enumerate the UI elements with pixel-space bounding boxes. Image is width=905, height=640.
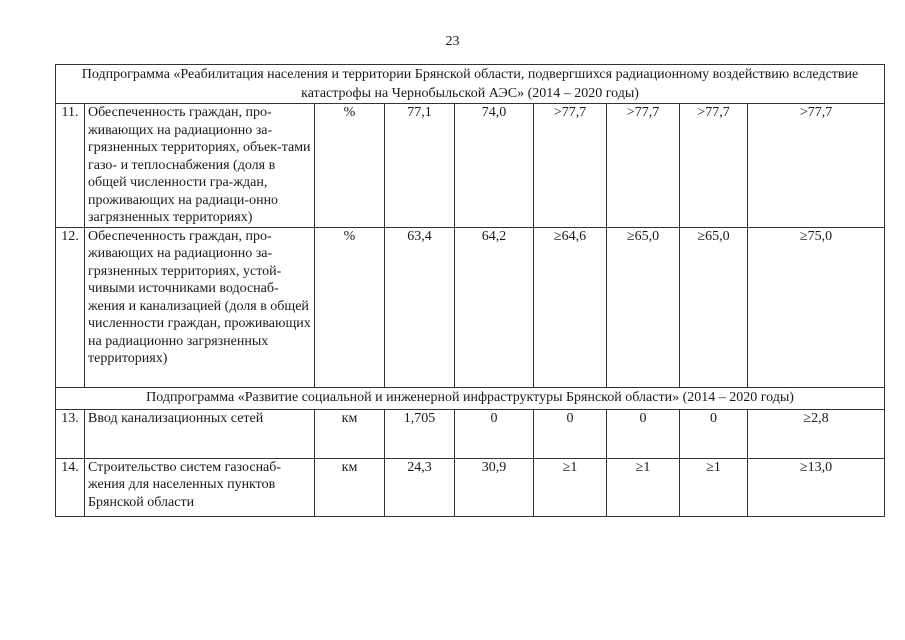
value-cell: 0 (455, 409, 534, 458)
value-cell: ≥1 (607, 458, 680, 516)
row-number: 12. (56, 227, 85, 387)
section-header-row (56, 65, 885, 104)
value-cell: 63,4 (385, 227, 455, 387)
indicators-table (55, 64, 885, 517)
value-cell: 0 (680, 409, 748, 458)
value-cell: ≥64,6 (534, 227, 607, 387)
table-row (56, 458, 885, 516)
value-cell: 77,1 (385, 104, 455, 228)
value-cell: 24,3 (385, 458, 455, 516)
value-cell: 74,0 (455, 104, 534, 228)
section-title-2: Подпрограмма «Развитие социальной и инженерной инфраструктуры Брянской области» (2014 – 2020 годы) (56, 387, 885, 409)
value-cell: >77,7 (680, 104, 748, 228)
table-row (56, 104, 885, 228)
table-row (56, 227, 885, 387)
indicator-name: Обеспеченность граждан, про-живающих на радиационно за-грязненных территориях, устой-чивыми источниками водоснаб-жения и канализацией (доля в общей численности граждан, проживающих на радиационно загрязненных территориях) (85, 227, 315, 387)
value-cell: ≥2,8 (748, 409, 885, 458)
page-number: 23 (445, 34, 460, 49)
value-cell: 0 (534, 409, 607, 458)
indicator-name: Ввод канализационных сетей (85, 409, 315, 458)
value-cell: 1,705 (385, 409, 455, 458)
section-header-row (56, 387, 885, 409)
indicator-name: Строительство систем газоснаб-жения для населенных пунктов Брянской области (85, 458, 315, 516)
unit-cell: % (315, 227, 385, 387)
value-cell: >77,7 (607, 104, 680, 228)
value-cell: ≥1 (534, 458, 607, 516)
table-row (56, 409, 885, 458)
value-cell: >77,7 (534, 104, 607, 228)
unit-cell: км (315, 458, 385, 516)
value-cell: 0 (607, 409, 680, 458)
value-cell: ≥65,0 (607, 227, 680, 387)
row-number: 13. (56, 409, 85, 458)
unit-cell: % (315, 104, 385, 228)
value-cell: ≥65,0 (680, 227, 748, 387)
value-cell: 64,2 (455, 227, 534, 387)
value-cell: >77,7 (748, 104, 885, 228)
value-cell: ≥75,0 (748, 227, 885, 387)
unit-cell: км (315, 409, 385, 458)
row-number: 14. (56, 458, 85, 516)
value-cell: 30,9 (455, 458, 534, 516)
section-title-1: Подпрограмма «Реабилитация населения и территории Брянской области, подвергшихся радиационному воздействию вследствие катастрофы на Чернобыльской АЭС» (2014 – 2020 годы) (56, 65, 885, 104)
indicator-name: Обеспеченность граждан, про-живающих на радиационно за-грязненных территориях, объек-тами газо- и теплоснабжения (доля в общей численности гра-ждан, проживающих на радиаци-онно загрязненных территориях) (85, 104, 315, 228)
row-number: 11. (56, 104, 85, 228)
value-cell: ≥1 (680, 458, 748, 516)
value-cell: ≥13,0 (748, 458, 885, 516)
